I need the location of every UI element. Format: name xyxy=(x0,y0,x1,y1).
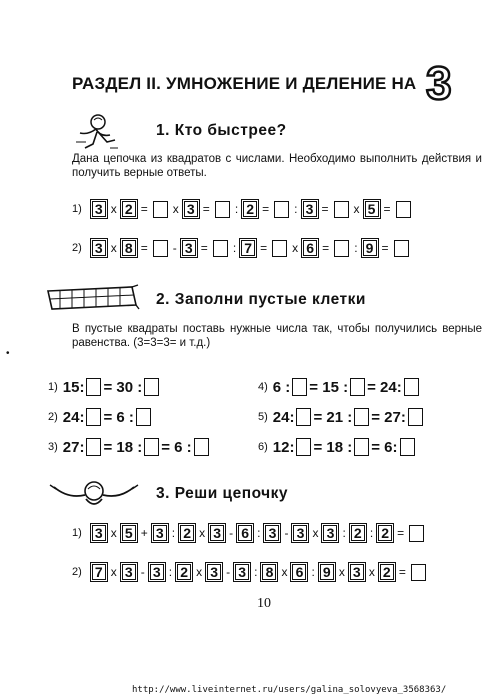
number-box: 3 xyxy=(235,564,249,580)
answer-box[interactable] xyxy=(411,564,426,581)
number-box: 2 xyxy=(243,201,257,217)
equation-part: = 21 : xyxy=(313,408,353,426)
chain-row-2 xyxy=(72,238,411,258)
number-box: 3 xyxy=(92,525,106,541)
number-box: 3 xyxy=(207,564,221,580)
operator: = xyxy=(322,241,330,255)
operator: - xyxy=(284,526,289,540)
equations-left xyxy=(48,372,211,462)
operator: : xyxy=(257,526,261,540)
operator: x xyxy=(110,526,117,540)
number-box: 3 xyxy=(184,201,198,217)
section2-heading: 2. Заполни пустые клетки xyxy=(156,291,366,308)
operator: x xyxy=(196,565,203,579)
operator: : xyxy=(354,241,358,255)
answer-box[interactable] xyxy=(274,201,289,218)
answer-box[interactable] xyxy=(354,438,369,456)
title-big-digit: 3 xyxy=(426,57,452,109)
stretching-figure-illustration xyxy=(44,477,144,511)
row-label: 2) xyxy=(72,242,82,254)
chain-row-content xyxy=(72,523,426,543)
answer-box[interactable] xyxy=(296,408,311,426)
equation-part: = 15 : xyxy=(309,378,349,396)
operator: x xyxy=(199,526,206,540)
row-label: 1) xyxy=(72,527,82,539)
answer-box[interactable] xyxy=(334,240,349,257)
operator: x xyxy=(368,565,375,579)
equation-label: 5) xyxy=(258,411,268,423)
equation-part: = 24: xyxy=(367,378,402,396)
equation-part: 15: xyxy=(62,378,85,396)
operator: : xyxy=(232,241,237,255)
number-box: 3 xyxy=(303,201,317,217)
solve-chain-row-1 xyxy=(72,523,426,543)
answer-box[interactable] xyxy=(296,438,311,456)
answer-box[interactable] xyxy=(272,240,287,257)
operator: - xyxy=(229,526,234,540)
operator: x xyxy=(292,241,299,255)
number-box: 8 xyxy=(262,564,276,580)
number-box: 7 xyxy=(92,564,106,580)
equation-part: = 30 : xyxy=(103,378,143,396)
equation-part: = 18 : xyxy=(103,438,143,456)
number-box: 6 xyxy=(303,240,317,256)
operator: : xyxy=(171,526,176,540)
equation-label: 3) xyxy=(48,441,58,453)
operator: - xyxy=(140,565,145,579)
equation-part: 24: xyxy=(272,408,295,426)
operator: = xyxy=(398,565,406,579)
operator: : xyxy=(234,202,239,216)
answer-box[interactable] xyxy=(144,378,159,396)
equation-row xyxy=(48,402,211,432)
equation-part: = 27: xyxy=(371,408,406,426)
operator: - xyxy=(172,241,177,255)
number-box: 8 xyxy=(122,240,136,256)
number-box: 3 xyxy=(150,564,164,580)
number-box: 2 xyxy=(177,564,191,580)
equation-label: 1) xyxy=(48,381,58,393)
answer-box[interactable] xyxy=(292,378,307,396)
chain-row-content xyxy=(72,238,411,258)
answer-box[interactable] xyxy=(194,438,209,456)
answer-box[interactable] xyxy=(86,408,101,426)
equations-right xyxy=(258,372,425,462)
answer-box[interactable] xyxy=(408,408,423,426)
operator: x xyxy=(110,241,117,255)
operator: : xyxy=(294,202,298,216)
number-box: 2 xyxy=(180,525,194,541)
row-label: 2) xyxy=(72,566,82,578)
number-box: 5 xyxy=(122,525,136,541)
section1-heading: 1. Кто быстрее? xyxy=(156,122,287,139)
number-box: 2 xyxy=(351,525,365,541)
operator: x xyxy=(110,565,117,579)
chain-row-1 xyxy=(72,199,413,219)
answer-box[interactable] xyxy=(400,438,415,456)
operator: = xyxy=(200,241,208,255)
equation-part: = 6 : xyxy=(103,408,134,426)
equation-part: 6 : xyxy=(272,378,291,396)
equation-part: = 6 : xyxy=(161,438,192,456)
running-figure-illustration xyxy=(72,112,124,150)
operator: = xyxy=(397,526,405,540)
answer-box[interactable] xyxy=(153,240,168,257)
answer-box[interactable] xyxy=(153,201,168,218)
equation-label: 6) xyxy=(258,441,268,453)
number-box: 3 xyxy=(182,240,196,256)
operator: x xyxy=(172,202,179,216)
equation-row xyxy=(258,402,425,432)
answer-box[interactable] xyxy=(215,201,230,218)
row-label: 1) xyxy=(72,203,82,215)
operator: + xyxy=(140,526,148,540)
number-box: 3 xyxy=(350,564,364,580)
equation-part: = 18 : xyxy=(313,438,353,456)
source-url: http://www.liveinternet.ru/users/galina_solovyeva_3568363/ xyxy=(132,685,447,695)
answer-box[interactable] xyxy=(394,240,409,257)
number-box: 3 xyxy=(265,525,279,541)
answer-box[interactable] xyxy=(86,378,101,396)
operator: = xyxy=(202,202,210,216)
operator: = xyxy=(140,202,148,216)
answer-box[interactable] xyxy=(144,438,159,456)
page-number: 10 xyxy=(257,596,271,611)
equation-label: 4) xyxy=(258,381,268,393)
equation-row xyxy=(48,432,211,462)
operator: - xyxy=(226,565,231,579)
equation-part: 12: xyxy=(272,438,295,456)
operator: = xyxy=(383,202,391,216)
number-box: 3 xyxy=(122,564,136,580)
operator: x xyxy=(338,565,345,579)
equation-row xyxy=(258,432,425,462)
operator: = xyxy=(262,202,270,216)
number-box: 2 xyxy=(378,525,392,541)
section2-instructions: В пустые квадраты поставь нужные числа так, чтобы получились верные равенства. (3=3=3= и т.д.) xyxy=(72,323,482,349)
equation-part: = 6: xyxy=(371,438,398,456)
operator: x xyxy=(110,202,117,216)
equation-part: 24: xyxy=(62,408,85,426)
number-box: 2 xyxy=(380,564,394,580)
answer-box[interactable] xyxy=(354,408,369,426)
answer-box[interactable] xyxy=(213,240,228,257)
operator: : xyxy=(342,526,346,540)
operator: = xyxy=(321,202,329,216)
answer-box[interactable] xyxy=(409,525,424,542)
operator: : xyxy=(311,565,315,579)
number-box: 3 xyxy=(92,201,106,217)
number-box: 3 xyxy=(323,525,337,541)
operator: = xyxy=(140,241,148,255)
chain-row-content xyxy=(72,199,413,219)
number-box: 3 xyxy=(210,525,224,541)
equation-label: 2) xyxy=(48,411,58,423)
operator: x xyxy=(312,526,319,540)
section1-instructions: Дана цепочка из квадратов с числами. Необходимо выполнить действия и получить верные ответы. xyxy=(72,153,482,179)
number-box: 6 xyxy=(238,525,252,541)
number-box: 7 xyxy=(241,240,255,256)
operator: : xyxy=(369,526,374,540)
page-title xyxy=(72,57,452,109)
equation-part: 27: xyxy=(62,438,85,456)
equation-row xyxy=(48,372,211,402)
stray-dot: • xyxy=(6,348,10,359)
solve-chain-row-2 xyxy=(72,562,428,582)
operator: : xyxy=(254,565,258,579)
number-box: 2 xyxy=(122,201,136,217)
answer-box[interactable] xyxy=(136,408,151,426)
answer-box[interactable] xyxy=(396,201,411,218)
number-box: 6 xyxy=(292,564,306,580)
section3-heading: 3. Реши цепочку xyxy=(156,485,289,502)
number-box: 5 xyxy=(365,201,379,217)
chain-row-content xyxy=(72,562,428,582)
answer-box[interactable] xyxy=(86,438,101,456)
number-box: 9 xyxy=(363,240,377,256)
equation-row xyxy=(258,372,425,402)
number-box: 3 xyxy=(92,240,106,256)
number-box: 3 xyxy=(153,525,167,541)
grid-cage-illustration xyxy=(44,283,140,313)
operator: x xyxy=(281,565,288,579)
operator: x xyxy=(353,202,360,216)
title-text: РАЗДЕЛ II. УМНОЖЕНИЕ И ДЕЛЕНИЕ НА xyxy=(72,74,417,93)
operator: = xyxy=(381,241,389,255)
answer-box[interactable] xyxy=(350,378,365,396)
number-box: 3 xyxy=(293,525,307,541)
number-box: 9 xyxy=(320,564,334,580)
answer-box[interactable] xyxy=(334,201,349,218)
operator: : xyxy=(168,565,173,579)
answer-box[interactable] xyxy=(404,378,419,396)
operator: = xyxy=(260,241,268,255)
